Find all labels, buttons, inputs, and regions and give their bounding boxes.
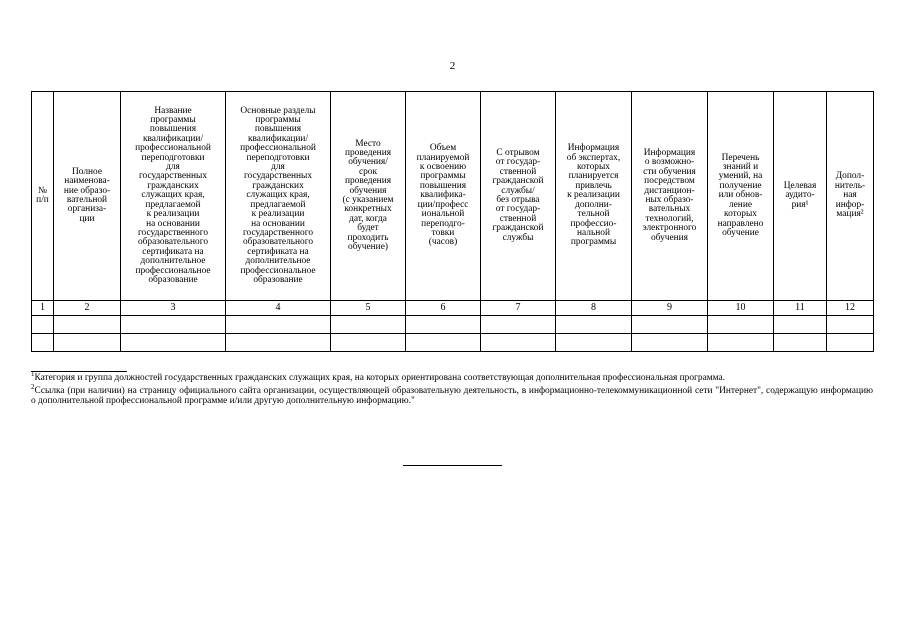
footnote-separator [31, 371, 127, 372]
header-cell-place-dates: Место проведения обучения/ срок проведения обучения (с указанием конкретных дат, когда будет проходить обучение) [331, 92, 406, 301]
header-cell-service-mode: С отрывом от государ- ственной гражданской службы/ без отрыва от государ- ственной гражданской службы [481, 92, 556, 301]
empty-cell [481, 334, 556, 352]
footnote-2 [31, 382, 873, 407]
empty-cell [121, 334, 226, 352]
header-cell-skills-list: Перечень знаний и умений, на получение или обнов- ление которых направлено обучение [708, 92, 774, 301]
header-cell-target-audience: Целевая аудито- рия¹ [774, 92, 827, 301]
column-number: 7 [481, 301, 556, 316]
footnote-mark: 2 [31, 382, 35, 391]
header-cell-experts: Информация об экспертах, которых планируется привлечь к реализации дополни- тельной профессио- нальной программы [556, 92, 632, 301]
empty-cell [632, 334, 708, 352]
column-number: 6 [406, 301, 481, 316]
column-number: 4 [226, 301, 331, 316]
document-end-line [403, 465, 502, 466]
empty-cell [827, 316, 874, 334]
column-number: 8 [556, 301, 632, 316]
header-cell-number: № п/п [32, 92, 54, 301]
empty-cell [32, 316, 54, 334]
empty-table-row [32, 316, 874, 334]
footnote-text: Ссылка (при наличии) на страницу официального сайта организации, осуществляющей образовательную деятельность, в информационно-телекоммуникационной сети "Интернет", содержащую информацию о дополнительной профессиональной программе и/или другую дополнительную информацию." [31, 386, 873, 406]
column-number-row [32, 301, 874, 316]
empty-cell [774, 316, 827, 334]
empty-cell [708, 316, 774, 334]
footnotes [31, 370, 873, 410]
empty-cell [406, 316, 481, 334]
column-number: 5 [331, 301, 406, 316]
column-number: 3 [121, 301, 226, 316]
empty-cell [54, 316, 121, 334]
empty-cell [708, 334, 774, 352]
column-number: 9 [632, 301, 708, 316]
empty-cell [226, 316, 331, 334]
column-number: 1 [32, 301, 54, 316]
empty-cell [331, 334, 406, 352]
header-cell-program-name: Название программы повышения квалификации/ профессиональной переподготовки для государственных гражданских служащих края, предлагаемой к реализации на основании государственного образовательного сертификата на дополнительное профессиональное образование [121, 92, 226, 301]
empty-cell [226, 334, 331, 352]
empty-cell [556, 334, 632, 352]
empty-cell [406, 334, 481, 352]
empty-cell [331, 316, 406, 334]
header-cell-volume-hours: Объем планируемой к освоению программы повышения квалифика- ции/професс иональной переподго- товки (часов) [406, 92, 481, 301]
column-number: 2 [54, 301, 121, 316]
column-number: 11 [774, 301, 827, 316]
column-number: 10 [708, 301, 774, 316]
column-number: 12 [827, 301, 874, 316]
empty-cell [54, 334, 121, 352]
header-cell-distance-learning: Информация о возможно- сти обучения посредством дистанцион- ных образо- вательных технологий, электронного обучения [632, 92, 708, 301]
footnote-1 [31, 370, 873, 384]
empty-cell [121, 316, 226, 334]
empty-cell [827, 334, 874, 352]
empty-cell [32, 334, 54, 352]
header-cell-program-sections: Основные разделы программы повышения квалификации/ профессиональной переподготовки для государственных гражданских служащих края, предлагаемой к реализации на основании государственного образовательного сертификата на дополнительное профессиональное образование [226, 92, 331, 301]
header-cell-organization: Полное наименова- ние образо- вательной организа- ции [54, 92, 121, 301]
footnote-text: Категория и группа должностей государственных гражданских служащих края, на которых ориентирована соответствующая дополнительная профессиональная программа. [34, 373, 726, 384]
table-header-row [32, 92, 874, 301]
empty-cell [556, 316, 632, 334]
header-cell-additional-info: Допол- нитель- ная инфор- мация² [827, 92, 874, 301]
empty-cell [632, 316, 708, 334]
page-number: 2 [449, 60, 456, 72]
empty-cell [481, 316, 556, 334]
footnote-mark: 1 [31, 370, 35, 378]
programs-table [31, 91, 874, 352]
empty-cell [774, 334, 827, 352]
empty-table-row [32, 334, 874, 352]
